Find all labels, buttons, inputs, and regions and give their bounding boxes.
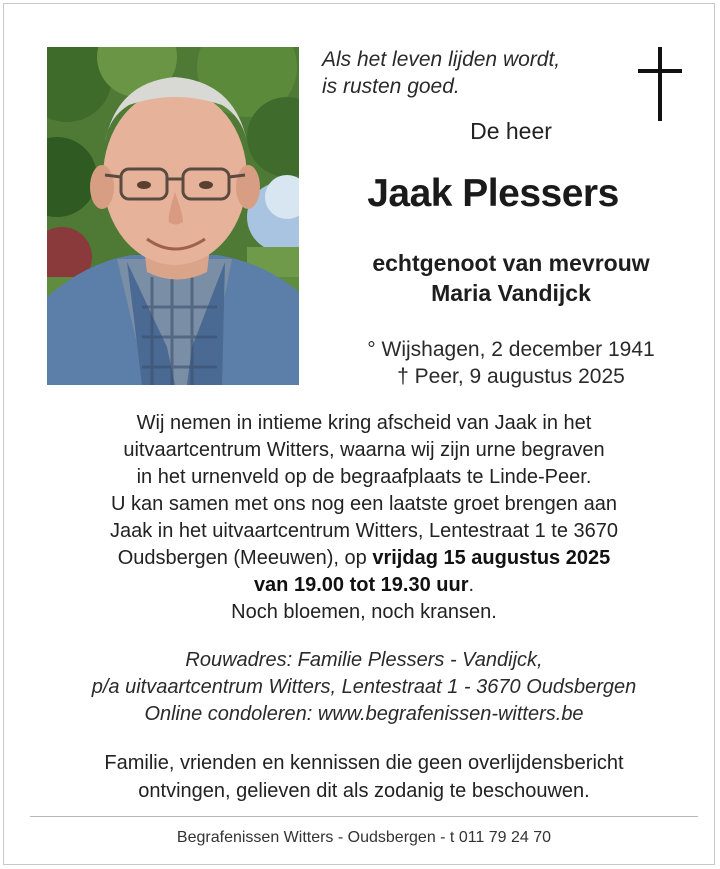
portrait-photo [47,47,299,385]
family-notice [34,749,694,805]
motto-quote [322,46,560,100]
ceremony-time: van 19.00 tot 19.30 uur [253,574,469,596]
announcement-line: U kan samen met ons nog een laatste groet brengen aan [111,493,617,515]
ceremony-date: vrijdag 15 augustus 2025 [372,547,611,569]
announcement-text: . [468,574,475,596]
notice-line: Familie, vrienden en kennissen die geen overlijdensbericht [104,752,624,774]
life-dates [324,336,698,390]
announcement-line: uitvaartcentrum Witters, waarna wij zijn urne begraven [123,439,605,461]
death-date: † Peer, 9 augustus 2025 [397,365,625,388]
divider [30,816,698,817]
announcement-text: Oudsbergen (Meeuwen), op [117,547,373,569]
announcement-line: Jaak in het uitvaartcentrum Witters, Lentestraat 1 te 3670 [109,520,619,542]
announcement-line: Wij nemen in intieme kring afscheid van Jaak in het [136,412,592,434]
motto-line: is rusten goed. [322,75,460,98]
announcement-line: Noch bloemen, noch kransen. [231,601,497,623]
announcement-line: in het urnenveld op de begraafplaats te Linde-Peer. [136,466,592,488]
funeral-announcement [34,410,694,626]
spouse-line: echtgenoot van mevrouw [372,250,650,276]
spouse-info [304,248,718,308]
notice-line: ontvingen, gelieven dit als zodanig te beschouwen. [138,780,590,802]
spouse-name: Maria Vandijck [431,280,591,306]
motto-line: Als het leven lijden wordt, [322,48,561,71]
footer-funeral-home: Begrafenissen Witters - Oudsbergen - t 011 79 24 70 [176,829,552,846]
announcement-line [34,545,694,572]
birth-date: ° Wijshagen, 2 december 1941 [367,338,655,361]
announcement-line [34,572,694,599]
address-line: Rouwadres: Familie Plessers - Vandijck, [185,649,543,671]
mourning-address [34,647,694,728]
salutation: De heer [470,118,552,144]
condolence-link: Online condoleren: www.begrafenissen-witters.be [144,703,584,725]
address-line: p/a uitvaartcentrum Witters, Lentestraat 1 - 3670 Oudsbergen [91,676,637,698]
obituary-card [3,3,715,865]
latin-cross-icon [638,47,682,121]
deceased-name: Jaak Plessers [367,172,619,215]
